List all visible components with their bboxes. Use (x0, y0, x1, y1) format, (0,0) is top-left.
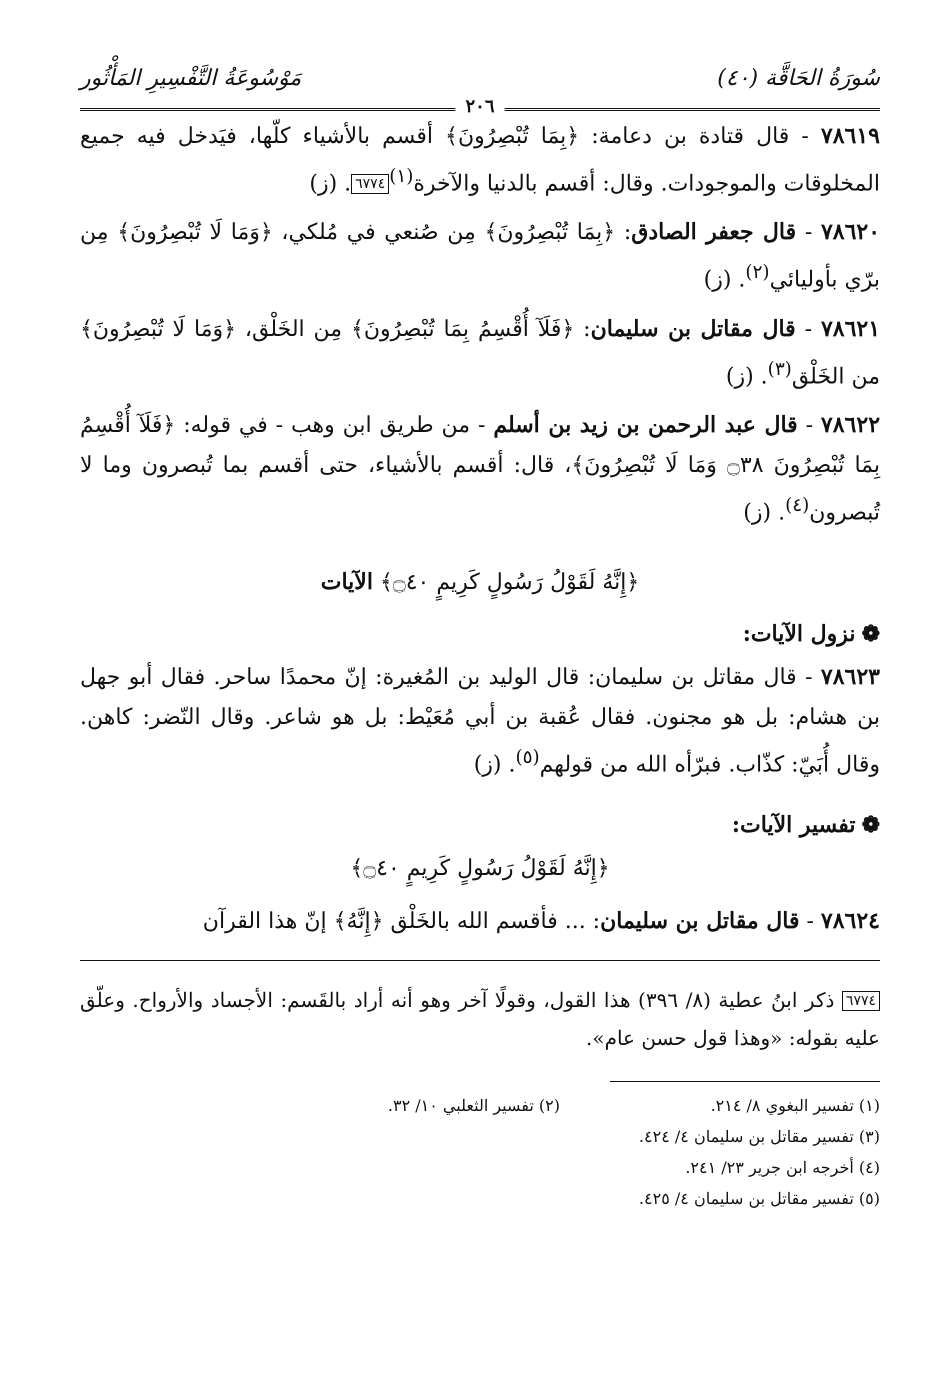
verse-label: الآيات (320, 569, 373, 596)
verse-title (80, 569, 880, 595)
paragraph-number: ٧٨٦١٩ (820, 123, 880, 149)
footnotes (240, 1090, 880, 1214)
footnote-ref: (٥) (515, 747, 540, 769)
note-text: ذكر ابنُ عطية (٨/ ٣٩٦) هذا القول، وقولًا آخر وهو أنه أراد بالقَسم: الأجساد والأرواح. وعلّق عليه بقوله: «وهذا قول حسن عام». (80, 987, 880, 1050)
footnote: (١) تفسير البغوي ٨/ ٢١٤. (710, 1095, 880, 1115)
book-title: مَوْسُوعَةُ التَّفْسِيرِ المَأْثُور (80, 66, 302, 91)
footnote-ref: (٣) (767, 358, 792, 380)
paragraph-text: : ... فأقسم الله بالخَلْق ﴿إِنَّهُ﴾ إنّ هذا القرآن (202, 908, 601, 934)
note-ref-box: ٦٧٧٤ (842, 991, 880, 1011)
footnote-ref: (٤) (785, 494, 810, 516)
paragraph-number: ٧٨٦٢٢ (820, 411, 881, 438)
verse-text: ﴿إِنَّهُ لَقَوْلُ رَسُولٍ كَرِيمٍ ۝٤٠﴾ (379, 570, 640, 596)
paragraph-78621: ٧٨٦٢١ - قال مقاتل بن سليمان: ﴿فَلَآ أُقْسِمُ بِمَا تُبْصِرُونَ﴾ مِن الخَلْق، ﴿وَمَا لَا تُبْصِرُونَ﴾ من الخَلْق$^{(٣)}$. (ز) (80, 315, 881, 389)
paragraph-text: : ﴿بِمَا تُبْصِرُونَ﴾ أقسم بالأشياء كلّها، فيَدخل فيه جميع المخلوقات والموجودات. وقال: أقسم بالدنيا والآخرة (80, 124, 880, 197)
flower-icon: ❁ (861, 811, 880, 838)
heading-text: نزول الآيات: (742, 621, 856, 648)
paragraph-number: ٧٨٦٢٠ (820, 219, 881, 246)
verse-2 (80, 856, 880, 881)
speaker: قال مقاتل بن سليمان (600, 907, 800, 934)
heading-text: تفسير الآيات: (731, 811, 856, 838)
paragraph-78624: ٧٨٦٢٤ - قال مقاتل بن سليمان: ... فأقسم الله بالخَلْق ﴿إِنَّهُ﴾ إنّ هذا القرآن (202, 907, 880, 934)
paragraph-78623 (80, 657, 880, 785)
paragraph-text: - من طريق ابن وهب - في قوله: ﴿فَلَآ أُقْسِمُ بِمَا تُبْصِرُونَ ۝٣٨ وَمَا لَا تُبْصِرُونَ﴾، قال: أقسم بالأشياء، حتى أقسم بما تُبصرون وما لا تُبصرون (80, 412, 880, 526)
heading-tafsir (80, 812, 880, 838)
footnote-ref: (٢) (745, 262, 770, 284)
speaker: قال قتادة بن دعامة (598, 124, 790, 149)
verse-text: ﴿إِنَّهُ لَقَوْلُ رَسُولٍ كَرِيمٍ ۝٤٠﴾ (350, 855, 610, 881)
surah-title: سُورَةُ الحَاقَّة (٤٠) (717, 66, 880, 91)
paragraph-text: : ﴿فَلَآ أُقْسِمُ بِمَا تُبْصِرُونَ﴾ مِن الخَلْق، ﴿وَمَا لَا تُبْصِرُونَ﴾ من الخَلْق (80, 316, 880, 389)
note-ref-box: ٦٧٧٤ (351, 174, 389, 194)
footnote: (٢) تفسير الثعلبي ١٠/ ٣٢. (387, 1095, 560, 1115)
paragraph-78622: ٧٨٦٢٢ - قال عبد الرحمن بن زيد بن أسلم - من طريق ابن وهب - في قوله: ﴿فَلَآ أُقْسِمُ بِمَا تُبْصِرُونَ ۝٣٨ وَمَا لَا تُبْصِرُونَ﴾، قال: أقسم بالأشياء، حتى أقسم بما تُبصرون وما لا تُبصرون$^{(٤)}$. (ز) (80, 411, 881, 526)
heading-nuzul (80, 621, 880, 647)
speaker: قال مقاتل بن سليمان (590, 315, 796, 342)
speaker: قال عبد الرحمن بن زيد بن أسلم (493, 411, 798, 438)
footnote-separator (610, 1081, 880, 1082)
paragraph-number: ٧٨٦٢١ (820, 315, 881, 342)
note-separator (80, 960, 880, 961)
footnote: (٣) تفسير مقاتل بن سليمان ٤/ ٤٢٤. (638, 1126, 880, 1146)
paragraph-number: ٧٨٦٢٣ (820, 664, 880, 691)
paragraph-end: . (ز) (743, 500, 786, 526)
commentary-note (80, 981, 880, 1057)
speaker: قال جعفر الصادق (631, 219, 797, 246)
footnote: (٥) تفسير مقاتل بن سليمان ٤/ ٤٢٥. (638, 1188, 880, 1208)
footnote: (٤) أخرجه ابن جرير ٢٣/ ٢٤١. (685, 1157, 880, 1177)
paragraph-number: ٧٨٦٢٤ (820, 907, 880, 934)
paragraph-78620: ٧٨٦٢٠ - قال جعفر الصادق: ﴿بِمَا تُبْصِرُونَ﴾ مِن صُنعي في مُلكي، ﴿وَمَا لَا تُبْصِرُونَ﴾ مِن برّي بأوليائي$^{(٢)}$. (ز) (80, 219, 881, 293)
page-number: ٢٠٦ (455, 96, 504, 117)
paragraph-text: - قال مقاتل بن سليمان: قال الوليد بن المُغيرة: إنّ محمدًا ساحر. فقال أبو جهل بن هشام: بل هو مجنون. فقال عُقبة بن أبي مُعَيْط: بل هو شاعر. وقال النّضر: كاهن. وقال أُبَيّ: كذّاب. فبرّأه الله من قولهم (80, 665, 880, 778)
flower-icon: ❁ (861, 621, 880, 648)
paragraph-text: : ﴿بِمَا تُبْصِرُونَ﴾ مِن صُنعي في مُلكي، ﴿وَمَا لَا تُبْصِرُونَ﴾ مِن برّي بأوليائي (80, 220, 880, 293)
page-header (80, 60, 880, 116)
paragraph-end: . (ز) (309, 171, 352, 197)
paragraph-end: . (ز) (703, 267, 746, 293)
footnote-ref: (١) (389, 166, 414, 187)
paragraph-end: . (ز) (473, 752, 516, 778)
page (80, 60, 880, 1214)
paragraph-end: . (ز) (725, 363, 768, 389)
paragraph-78619: ٧٨٦١٩ - قال قتادة بن دعامة: ﴿بِمَا تُبْصِرُونَ﴾ أقسم بالأشياء كلّها، فيَدخل فيه جميع المخلوقات والموجودات. وقال: أقسم بالدنيا والآخرة$^{(١)}$٦٧٧٤. (ز) (80, 123, 880, 197)
